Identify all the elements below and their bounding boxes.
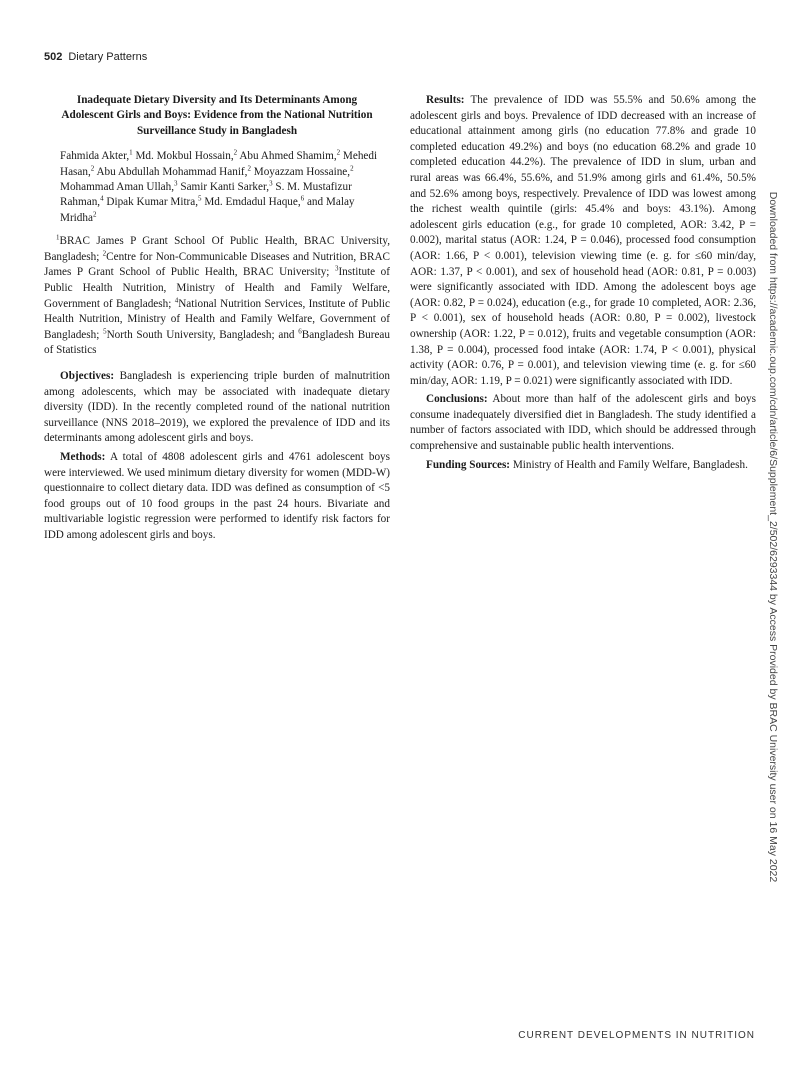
right-column [410, 93, 756, 476]
download-notice [766, 182, 780, 892]
conclusions-text: About more than half of the adolescent girls and boys consume inadequately diversified diet in Bangladesh. The study identified a number of factors associated with IDD, which should be addressed through comprehensive and sustainable public health interventions. [410, 393, 756, 453]
page-number: 502 [44, 51, 63, 63]
results-label: Results: [426, 94, 465, 106]
objectives-text: Bangladesh is experiencing triple burden of malnutrition among adolescents, which may be associated with inadequate dietary diversity (IDD). In the recently completed round of the national nutrition surveillance (NNS 2018–2019), we explored the prevalence of IDD and its determinants among adolescent girls and boys. [44, 370, 390, 445]
funding-label: Funding Sources: [426, 458, 511, 471]
left-column [44, 93, 390, 547]
journal-footer: CURRENT DEVELOPMENTS IN NUTRITION [518, 1030, 755, 1041]
results-section [410, 93, 756, 389]
funding-text: Ministry of Health and Family Welfare, Bangladesh. [512, 458, 748, 471]
section-name: Dietary Patterns [68, 51, 148, 63]
objectives-label: Objectives: [60, 370, 115, 382]
results-text: The prevalence of IDD was 55.5% and 50.6% among the adolescent girls and boys. Prevalence of IDD decreased with an increase of educational attainment among girls (no education 77.8% and grade 10 completed education 49.2%) and boys (no education 68.2% and grade 10 completed education 44.2%). The prevalence of IDD in slum, urban and rural areas was 66.4%, 55.6%, and 51.9% among girls and 61.4%, 50.5% and 52.6% among boys, respectively. Prevalence of IDD was lowest among the richest wealth quintile (girls: 45.4% and boys: 43.1%). Among adolescent girls education (e.g., for grade 10 completed, AOR: 3.42, P = 0.002), marital status (AOR: 1.24, P = 0.046), processed food consumption (AOR: 1.66, P < 0.001), television viewing time (e. g. for ≤60 min/day, AOR: 1.37, P < 0.001), and sex of household head (AOR: 0.81, P = 0.003) were significantly associated with IDD. Among the adolescent boys age (AOR: 0.82, P = 0.024), education (e.g., for grade 10 completed, AOR: 2.36, P < 0.001), sex of household heads (AOR: 0.80, P = 0.002), livestock ownership (AOR: 1.22, P = 0.012), fruits and vegetable consumption (AOR: 1.38, P = 0.004), processed food intake (AOR: 1.74, P < 0.001), physical activity (AOR: 0.76, P = 0.001), and television viewing time (e. g. for ≤60 min/day, AOR: 1.19, P = 0.021) were significantly associated with IDD. [410, 94, 756, 387]
affiliations: $^1$BRAC James P Grant School Of Public Health, BRAC University, Bangladesh; $^2$Centre for Non-Communicable Diseases and Nutrition, BRAC James P Grant School of Public Health, BRAC University; $^3$Institute of Public Health Nutrition, Ministry of Health and Family Welfare, Government of Bangladesh; $^4$National Nutrition Services, Institute of Public Health Nutrition, Ministry of Health and Family Welfare, Government of Bangladesh; $^5$North South University, Bangladesh; and $^6$Bangladesh Bureau of Statistics [44, 233, 390, 357]
objectives-section [44, 369, 390, 447]
abstract-title: Inadequate Dietary Diversity and Its Determinants Among Adolescent Girls and Boys: Evidence from the National Nutrition Surveillance Study in Bangladesh [61, 94, 373, 137]
methods-label: Methods: [60, 450, 106, 463]
download-notice-text: Downloaded from https://academic.oup.com/cdn/article/6/Supplement_2/502/6293344 by Access Provided by BRAC University user on 16 May 2022 [767, 191, 779, 883]
funding-section [410, 458, 756, 474]
page-header [44, 51, 147, 63]
conclusions-section [410, 392, 756, 454]
conclusions-label: Conclusions: [426, 393, 488, 406]
author-list: Fahmida Akter,$^1$ Md. Mokbul Hossain,$^2$ Abu Ahmed Shamim,$^2$ Mehedi Hasan,$^2$ Abu Abdullah Mohammad Hanif,$^2$ Moyazzam Hossaine,$^2$ Mohammad Aman Ullah,$^3$ Samir Kanti Sarker,$^3$ S. M. Mustafizur Rahman,$^4$ Dipak Kumar Mitra,$^5$ Md. Emdadul Haque,$^6$ and Malay Mridha$^2$ [60, 148, 378, 224]
methods-section [44, 450, 390, 544]
methods-text: A total of 4808 adolescent girls and 4761 adolescent boys were interviewed. We used minimum dietary diversity for women (MDD-W) questionnaire to collect dietary data. IDD was defined as consumption of <5 food groups out of 10 food groups in the past 24 hours. Bivariate and multivariable logistic regression were performed to identify risk factors for IDD among adolescent girls and boys. [44, 450, 390, 541]
